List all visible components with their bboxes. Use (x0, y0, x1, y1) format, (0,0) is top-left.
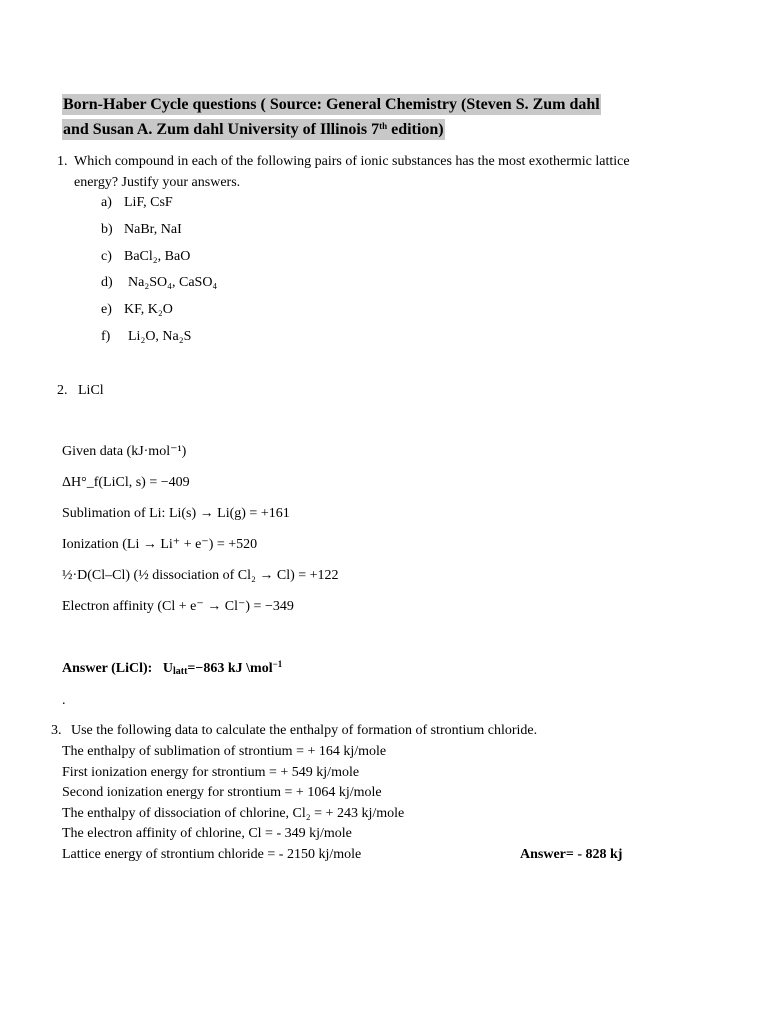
q2-answer-subscript: latt (172, 666, 188, 677)
q2-answer-superscript: −1 (272, 659, 283, 669)
q3-data-line: Lattice energy of strontium chloride = - 2150 kj/mole (62, 847, 362, 862)
title-line-2 (62, 119, 445, 140)
title-line-1: Born-Haber Cycle questions ( Source: General Chemistry (Steven S. Zum dahl (63, 96, 600, 113)
q3-data-line: The electron affinity of chlorine, Cl = - 349 kj/mole (62, 826, 352, 841)
q1-item-text: Na₂SO₄, CaSO₄ (128, 275, 218, 290)
q2-answer-value: =−863 kJ \mol (187, 661, 273, 676)
q1-item-text: BaCl₂, BaO (124, 249, 191, 264)
q1-item-label: e) (101, 302, 112, 317)
q3-data-line: First ionization energy for strontium = + 549 kj/mole (62, 765, 360, 780)
q2-answer-label: Answer (LiCl): (62, 661, 153, 676)
q1-number: 1. (57, 154, 68, 169)
q3-data-line: The enthalpy of sublimation of strontium = + 164 kj/mole (62, 744, 387, 759)
q1-item-label: d) (101, 275, 113, 290)
q1-item-text: LiF, CsF (124, 195, 173, 210)
q1-text-line-2: energy? Justify your answers. (74, 175, 241, 190)
q3-data-line: The enthalpy of dissociation of chlorine, Cl₂ = + 243 kj/mole (62, 806, 405, 821)
q2-data-line: Electron affinity (Cl + e⁻ → Cl⁻) = −349 (62, 599, 294, 614)
stray-dot: . (62, 693, 66, 708)
q3-data-line: Second ionization energy for strontium = + 1064 kj/mole (62, 785, 382, 800)
q2-data-line: ½·D(Cl–Cl) (½ dissociation of Cl₂ → Cl) = +122 (62, 568, 339, 583)
q1-item-label: b) (101, 222, 113, 237)
q3-answer: Answer= - 828 kj (520, 847, 623, 862)
q2-answer (62, 660, 282, 678)
q1-item-text: KF, K₂O (124, 302, 173, 317)
q1-item-text: NaBr, NaI (124, 222, 182, 237)
q1-item-text: Li₂O, Na₂S (128, 329, 192, 344)
q1-item-label: c) (101, 249, 112, 264)
q2-data-line: Ionization (Li → Li⁺ + e⁻) = +520 (62, 537, 258, 552)
q2-answer-u: U (162, 661, 173, 676)
q2-data-line: Sublimation of Li: Li(s) → Li(g) = +161 (62, 506, 290, 521)
q2-given-heading: Given data (kJ·mol⁻¹) (62, 444, 187, 459)
q2-data-line: ΔH°_f(LiCl, s) = −409 (62, 475, 190, 490)
q2-compound: LiCl (78, 383, 104, 398)
q3-number: 3. (51, 723, 62, 738)
title-line-2-text: and Susan A. Zum dahl University of Illinois 7 (63, 121, 380, 138)
q1-text-line-1: Which compound in each of the following pairs of ionic substances has the most exothermic lattice (74, 154, 630, 169)
q1-item-label: f) (101, 329, 111, 344)
q2-number: 2. (57, 383, 68, 398)
q1-item-label: a) (101, 195, 112, 210)
title-line-2-end: edition) (387, 121, 444, 138)
q3-intro: Use the following data to calculate the enthalpy of formation of strontium chloride. (71, 723, 538, 738)
title-superscript: th (379, 121, 388, 131)
